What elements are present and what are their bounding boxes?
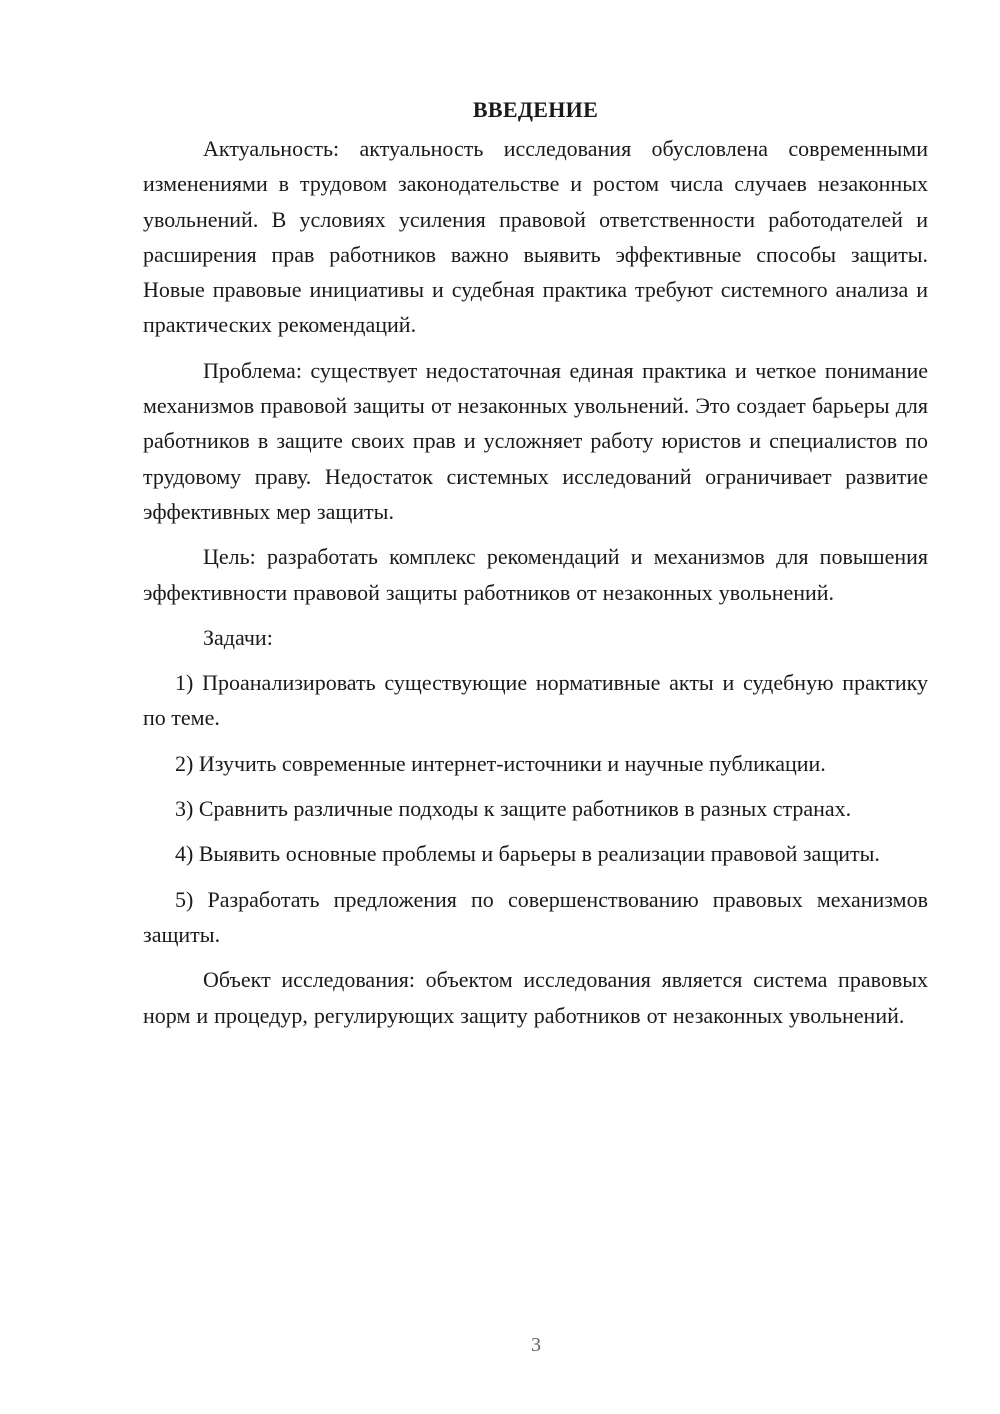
task-item-1: 1) Проанализировать существующие нормативные акты и судебную практику по теме.: [143, 670, 928, 731]
paragraph-relevance: Актуальность: актуальность исследования обусловлена современными изменениями в трудовом законодательстве и ростом числа случаев незаконных увольнений. В условиях усиления правовой ответственности работодателей и расширения прав работников важно выявить эффективные способы защиты. Новые правовые инициативы и судебная практика требуют системного анализа и практических рекомендаций.: [143, 136, 928, 338]
task-item-2: 2) Изучить современные интернет-источники и научные публикации.: [175, 750, 826, 776]
page-title: ВВЕДЕНИЕ: [472, 97, 599, 122]
document-page: [143, 92, 928, 1043]
paragraph-object: Объект исследования: объектом исследования является система правовых норм и процедур, регулирующих защиту работников от незаконных увольнений.: [143, 967, 928, 1028]
page-number: 3: [531, 1334, 541, 1356]
task-item-5: 5) Разработать предложения по совершенствованию правовых механизмов защиты.: [143, 886, 928, 947]
paragraph-goal: Цель: разработать комплекс рекомендаций и механизмов для повышения эффективности правовой защиты работников от незаконных увольнений.: [143, 544, 928, 605]
paragraph-problem: Проблема: существует недостаточная единая практика и четкое понимание механизмов правовой защиты от незаконных увольнений. Это создает барьеры для работников в защите своих прав и усложняет работу юристов и специалистов по трудовому праву. Недостаток системных исследований ограничивает развитие эффективных мер защиты.: [143, 357, 928, 524]
task-item-4: 4) Выявить основные проблемы и барьеры в реализации правовой защиты.: [175, 841, 880, 867]
task-item-3: 3) Сравнить различные подходы к защите работников в разных странах.: [175, 796, 852, 822]
tasks-heading: Задачи:: [203, 624, 273, 650]
